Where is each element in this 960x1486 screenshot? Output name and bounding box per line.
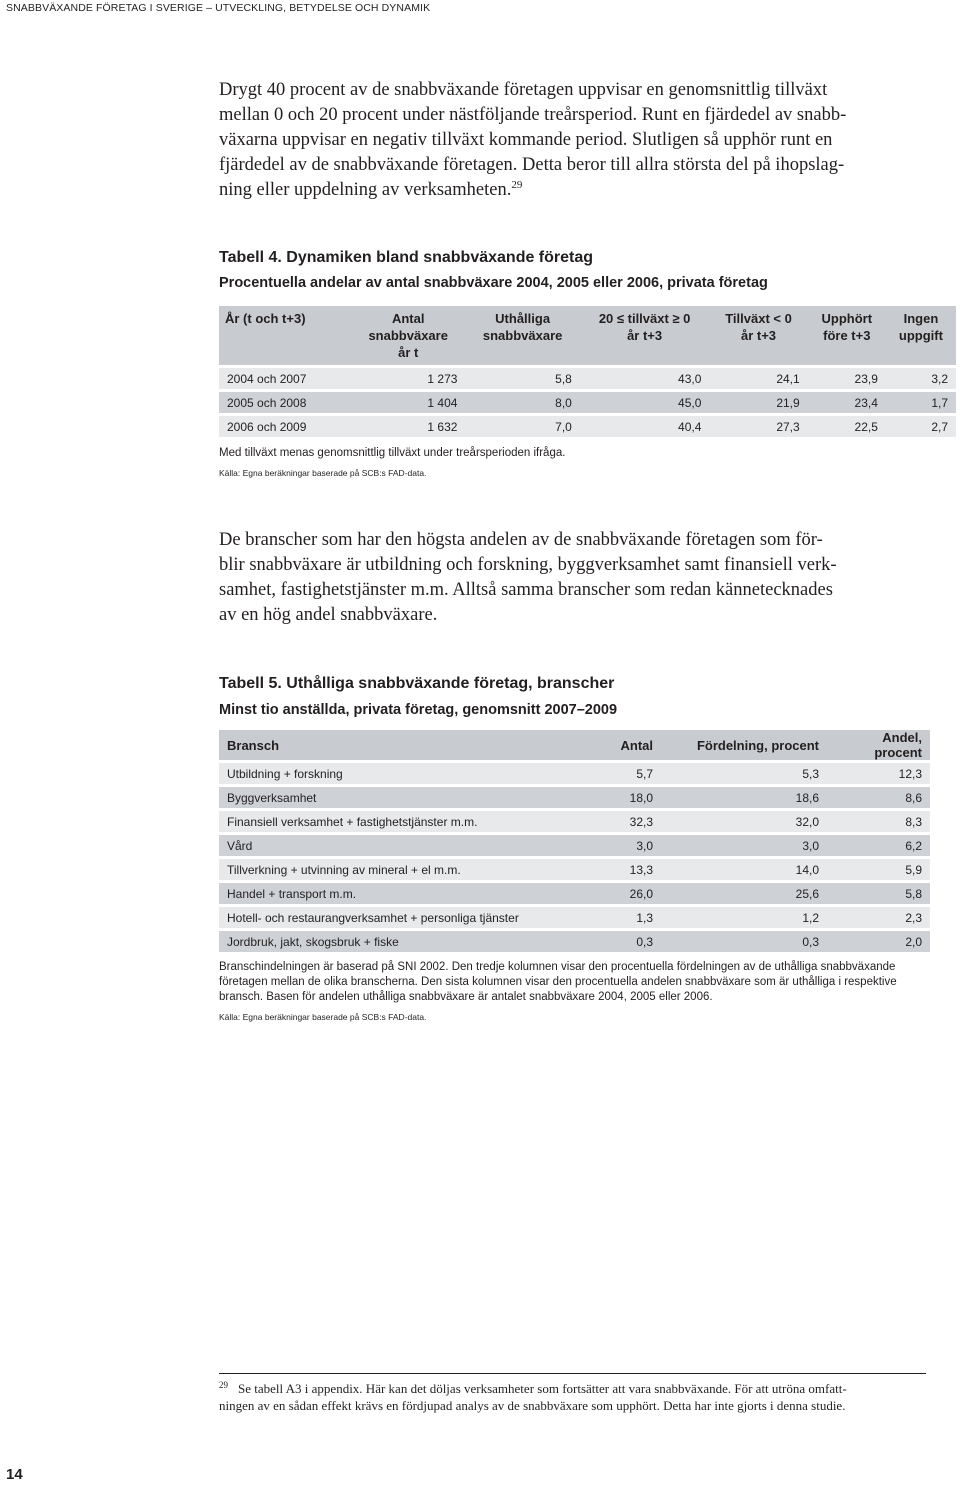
column-header: Bransch xyxy=(219,730,565,760)
footnote-number: 29 xyxy=(219,1379,228,1390)
table5 xyxy=(219,727,930,955)
table5-title: Tabell 5. Uthålliga snabbväxande företag, branscher xyxy=(219,675,615,692)
footnote-ref[interactable]: 29 xyxy=(511,178,523,191)
table-row: Hotell- och restaurangverksamhet + personliga tjänster 1,3 1,2 2,3 xyxy=(219,907,930,928)
column-header: År (t och t+3) xyxy=(219,306,351,365)
paragraph-line-text: ning eller uppdelning av verksamheten. xyxy=(219,180,512,200)
column-header: 20 ≤ tillväxt ≥ 0 år t+3 xyxy=(580,306,710,365)
table-row: Utbildning + forskning 5,7 5,3 12,3 xyxy=(219,763,930,784)
table-header-row xyxy=(219,730,930,760)
table-row: Byggverksamhet 18,0 18,6 8,6 xyxy=(219,787,930,808)
table-row: Handel + transport m.m. 26,0 25,6 5,8 xyxy=(219,883,930,904)
table-header-row xyxy=(219,306,956,365)
column-header: Andel, procent xyxy=(827,730,930,760)
column-header: Fördelning, procent xyxy=(661,730,827,760)
column-header: Antal xyxy=(565,730,661,760)
running-head: SNABBVÄXANDE FÖRETAG I SVERIGE – UTVECKLING, BETYDELSE OCH DYNAMIK xyxy=(6,2,431,14)
paragraph-line: fjärdedel av de snabbväxande företagen. Detta beror till allra största del på ihopslag- xyxy=(219,155,845,175)
table4-note: Med tillväxt menas genomsnittlig tillväxt under treårsperioden ifråga. xyxy=(219,447,566,459)
table5-note: Branschindelningen är baserad på SNI 2002. Den tredje kolumnen visar den procentuella fördelningen av de uthålliga snabbväxande företagen mellan de olika branscherna. Den sista kolumnen visar den procentuella andelen snabbväxare som är uthålliga i respektive bransch. Basen för andelen uthålliga snabbväxare är antalet snabbväxare 2004, 2005 eller 2006. xyxy=(219,961,897,1003)
table4-source: Källa: Egna beräkningar baserade på SCB:s FAD-data. xyxy=(219,468,427,478)
paragraph-line: Drygt 40 procent av de snabbväxande företagen uppvisar en genomsnittlig tillväxt xyxy=(219,80,828,100)
column-header: Antal snabbväxare år t xyxy=(351,306,465,365)
table4 xyxy=(219,303,956,440)
paragraph-line: blir snabbväxare är utbildning och forskning, byggverksamhet samt finansiell verk- xyxy=(219,555,837,575)
column-header: Ingen uppgift xyxy=(886,306,956,365)
footnote-line: $^{29}$ Se tabell A3 i appendix. Här kan det döljas verksamheter som fortsätter att vara snabbväxande. För att utröna omfatt- xyxy=(219,1379,847,1396)
paragraph-line: av en hög andel snabbväxare. xyxy=(219,605,438,625)
table4-title: Tabell 4. Dynamiken bland snabbväxande företag xyxy=(219,249,594,266)
table-row: 2004 och 2007 1 273 5,8 43,0 24,1 23,9 3,2 xyxy=(219,368,956,389)
footnote-line: ningen av en sådan effekt krävs en fördjupad analys av de snabbväxare som upphört. Detta har inte gjorts i denna studie. xyxy=(219,1398,846,1413)
table-row: Jordbruk, jakt, skogsbruk + fiske 0,3 0,3 2,0 xyxy=(219,931,930,952)
paragraph-line: växarna uppvisar en negativ tillväxt kommande period. Slutligen så upphör runt en xyxy=(219,130,833,150)
table-row: 2005 och 2008 1 404 8,0 45,0 21,9 23,4 1,7 xyxy=(219,392,956,413)
table-row: Finansiell verksamhet + fastighetstjänster m.m. 32,3 32,0 8,3 xyxy=(219,811,930,832)
table4-subtitle: Procentuella andelar av antal snabbväxare 2004, 2005 eller 2006, privata företag xyxy=(219,275,768,291)
column-header: Upphört före t+3 xyxy=(808,306,886,365)
column-header: Tillväxt < 0 år t+3 xyxy=(709,306,807,365)
column-header: Uthålliga snabbväxare xyxy=(465,306,579,365)
paragraph-line xyxy=(219,178,934,203)
page-number: 14 xyxy=(6,1466,23,1483)
table5-subtitle: Minst tio anställda, privata företag, genomsnitt 2007–2009 xyxy=(219,702,618,718)
body-paragraph-1 xyxy=(219,78,934,203)
paragraph-line: De branscher som har den högsta andelen av de snabbväxande företagen som för- xyxy=(219,530,823,550)
table-row: Tillverkning + utvinning av mineral + el m.m. 13,3 14,0 5,9 xyxy=(219,859,930,880)
body-paragraph-2 xyxy=(219,528,934,628)
table-row: Vård 3,0 3,0 6,2 xyxy=(219,835,930,856)
paragraph-line: samhet, fastighetstjänster m.m. Alltså samma branscher som redan kännetecknades xyxy=(219,580,833,600)
footnote xyxy=(219,1380,934,1414)
footnote-divider xyxy=(219,1373,926,1374)
table-row: 2006 och 2009 1 632 7,0 40,4 27,3 22,5 2,7 xyxy=(219,416,956,437)
paragraph-line: mellan 0 och 20 procent under nästföljande treårsperiod. Runt en fjärdedel av snabb- xyxy=(219,105,847,125)
table5-source: Källa: Egna beräkningar baserade på SCB:s FAD-data. xyxy=(219,1012,427,1022)
